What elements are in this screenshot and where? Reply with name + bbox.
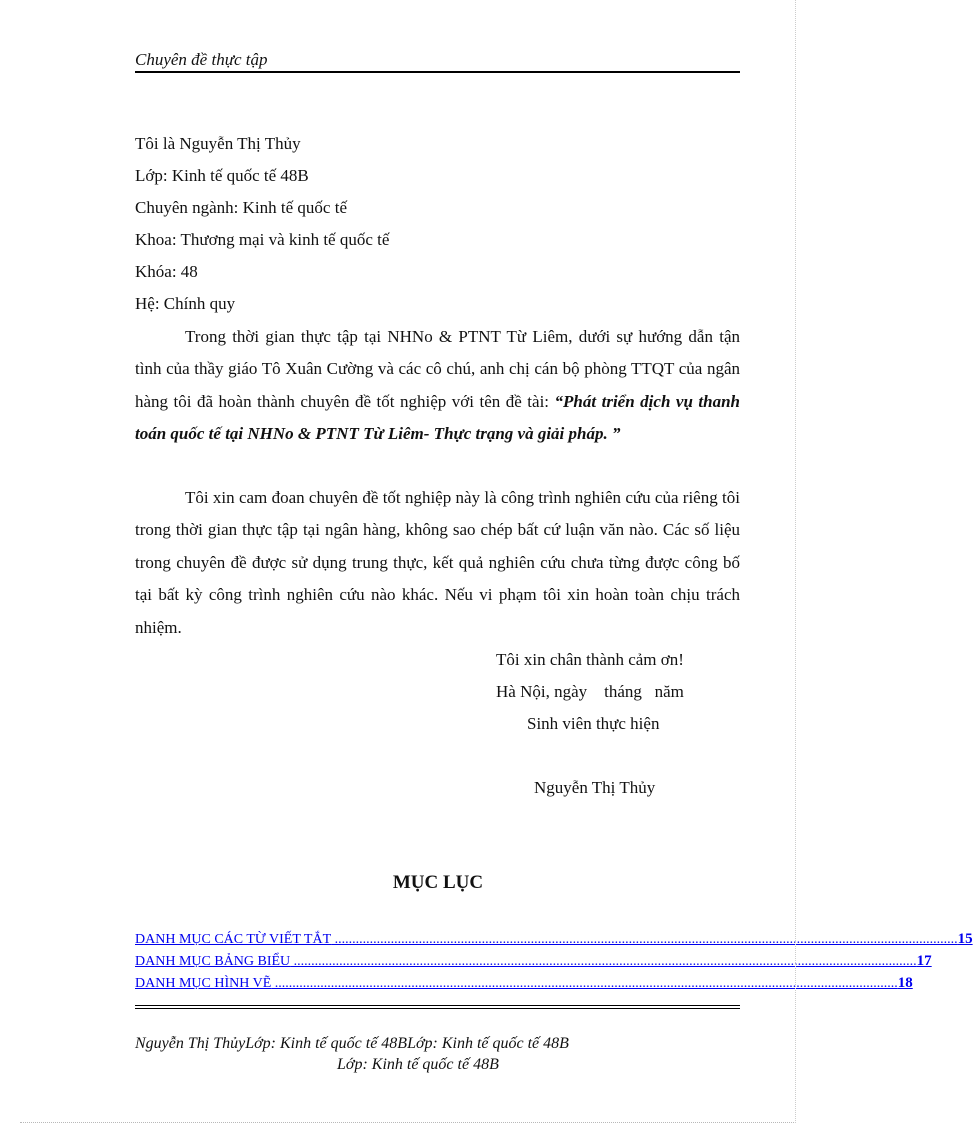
closing-name: Nguyễn Thị Thủy <box>534 778 656 797</box>
header-title: Chuyên đề thực tập <box>135 50 268 69</box>
paragraph-thesis-lead: Trong thời gian thực tập tại NHNo & PTNT Từ Liêm, dưới sự hướng dẫn tận tình của thầy giáo Tô Xuân Cường và các cô chú, anh chị cán bộ phòng TTQT của ngân hàng tôi đã hoàn thành chuyên đề tốt nghiệp với tên đề tài: <box>135 327 740 411</box>
toc-item-page: 15 <box>957 931 973 947</box>
intro-system: Hệ: Chính quy <box>135 294 236 313</box>
toc-item-page: 17 <box>916 953 932 969</box>
toc-item-page: 18 <box>897 975 913 991</box>
toc-item-label: DANH MỤC HÌNH VẼ <box>135 976 272 991</box>
toc-item-figures[interactable] <box>135 973 913 992</box>
header-rule <box>135 71 740 73</box>
thesis-title: “Phát triển dịch vụ thanh toán quốc tế tại NHNo & PTNT Từ Liêm- Thực trạng và giải pháp. ” <box>135 391 741 444</box>
footer-rule-top <box>135 1005 740 1006</box>
toc-item-label: DANH MỤC BẢNG BIỂU <box>135 954 291 969</box>
toc-heading: MỤC LỤC <box>392 872 484 893</box>
footer-line-2: Lớp: Kinh tế quốc tế 48B <box>337 1056 499 1073</box>
intro-major: Chuyên ngành: Kinh tế quốc tế <box>135 198 347 217</box>
paragraph-declaration-text: Tôi xin cam đoan chuyên đề tốt nghiệp này là công trình nghiên cứu của riêng tôi trong thời gian thực tập tại ngân hàng, không sao chép bất cứ luận văn nào. Các số liệu trong chuyên đề được sử dụng trung thực, kết quả nghiên cứu chưa từng được công bố tại bất kỳ công trình nghiên cứu nào khác. Nếu vi phạm tôi xin hoàn toàn chịu trách nhiệm. <box>135 488 740 637</box>
page-right-border <box>795 0 796 1123</box>
footer-rule-bottom <box>135 1008 740 1009</box>
toc-item-abbreviations[interactable] <box>135 929 973 948</box>
toc-item-tables[interactable] <box>135 951 932 970</box>
intro-class: Lớp: Kinh tế quốc tế 48B <box>135 166 309 185</box>
toc-leader-dots: .................................................................................................................................................................................. <box>271 976 898 991</box>
closing-thanks: Tôi xin chân thành cảm ơn! <box>496 650 684 669</box>
intro-course: Khóa: 48 <box>135 262 198 281</box>
intro-name: Tôi là Nguyễn Thị Thủy <box>135 134 301 153</box>
intro-faculty: Khoa: Thương mại và kinh tế quốc tế <box>135 230 390 249</box>
paragraph-thesis <box>135 321 740 451</box>
toc-leader-dots: .................................................................................................................................................................................. <box>331 932 958 947</box>
closing-date: Hà Nội, ngày tháng năm <box>496 682 684 701</box>
closing-role: Sinh viên thực hiện <box>527 714 660 733</box>
toc-leader-dots: .................................................................................................................................................................................. <box>290 954 917 969</box>
footer-line-1: Nguyễn Thị ThủyLớp: Kinh tế quốc tế 48BLớp: Kinh tế quốc tế 48B <box>135 1035 569 1052</box>
paragraph-declaration <box>135 482 740 644</box>
toc-item-label: DANH MỤC CÁC TỪ VIẾT TẮT <box>135 932 332 947</box>
